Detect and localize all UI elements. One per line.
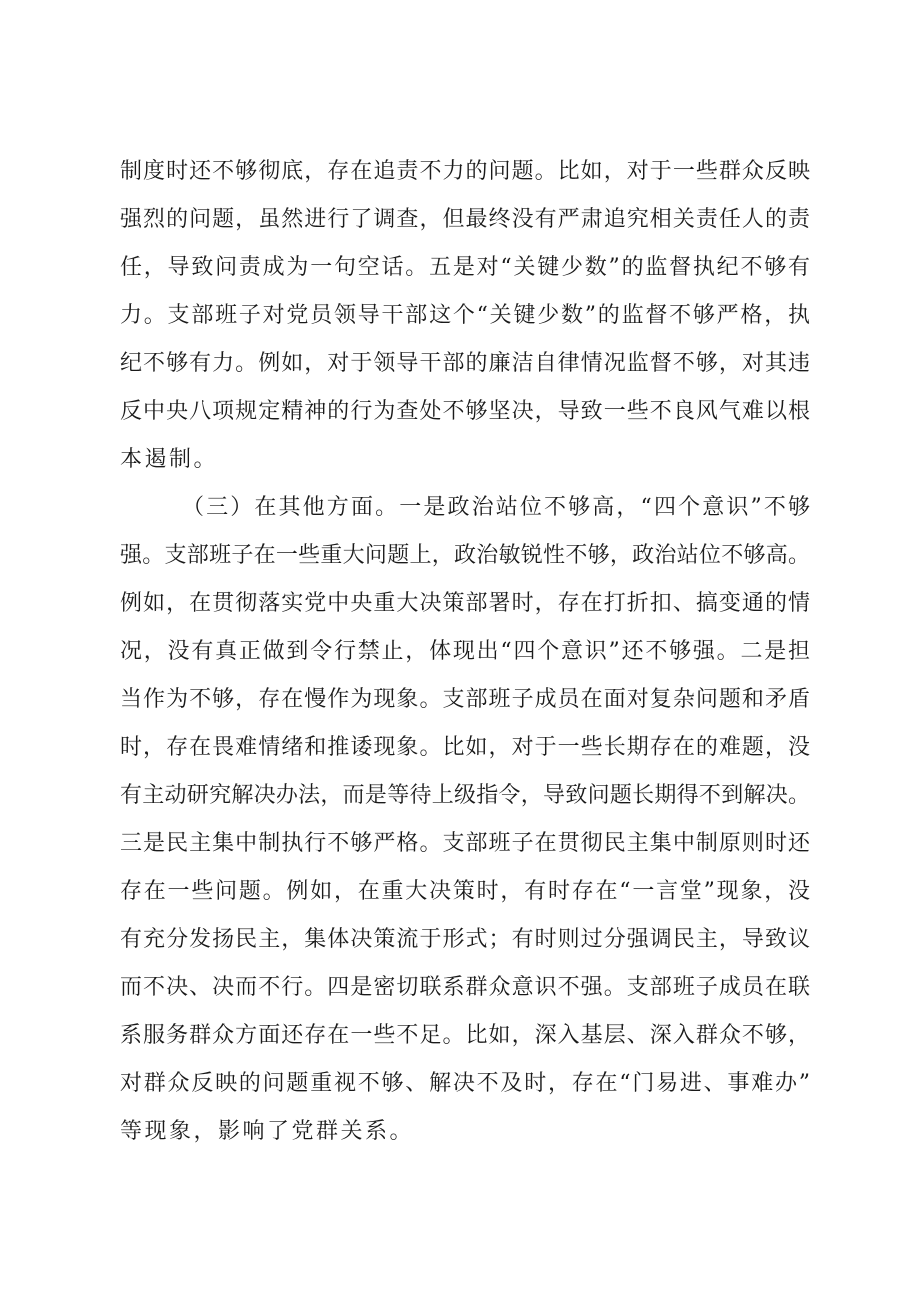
text-line: 有主动研究解决办法，而是等待上级指令，导致问题长期得不到解决。 [120, 783, 810, 808]
text-line: 力。支部班子对党员领导干部这个“关键少数”的监督不够严格，执 [120, 303, 810, 328]
text-line: 制度时还不够彻底，存在追责不力的问题。比如，对于一些群众反映 [120, 159, 810, 184]
text-line: 强烈的问题，虽然进行了调查，但最终没有严肃追究相关责任人的责 [120, 207, 810, 232]
text-line: 而不决、决而不行。四是密切联系群众意识不强。支部班子成员在联 [120, 975, 810, 1000]
text-line: 有充分发扬民主，集体决策流于形式；有时则过分强调民主，导致议 [120, 927, 810, 952]
text-line: 等现象，影响了党群关系。 [120, 1119, 415, 1144]
text-line: 时，存在畏难情绪和推诿现象。比如，对于一些长期存在的难题，没 [120, 735, 810, 760]
text-line: 况，没有真正做到令行禁止，体现出“四个意识”还不够强。二是担 [120, 639, 810, 664]
text-line: 反中央八项规定精神的行为查处不够坚决，导致一些不良风气难以根 [120, 399, 810, 424]
text-line: 当作为不够，存在慢作为现象。支部班子成员在面对复杂问题和矛盾 [120, 687, 810, 712]
text-line: 对群众反映的问题重视不够、解决不及时，存在“门易进、事难办” [120, 1071, 810, 1096]
text-line: 三是民主集中制执行不够严格。支部班子在贯彻民主集中制原则时还 [120, 831, 810, 856]
text-line: 存在一些问题。例如，在重大决策时，有时存在“一言堂”现象，没 [120, 879, 810, 904]
text-line: 任，导致问责成为一句空话。五是对“关键少数”的监督执纪不够有 [120, 255, 810, 280]
text-line: 系服务群众方面还存在一些不足。比如，深入基层、深入群众不够， [120, 1023, 810, 1048]
text-line: 纪不够有力。例如，对于领导干部的廉洁自律情况监督不够，对其违 [120, 351, 810, 376]
text-line: 本遏制。 [120, 447, 219, 472]
text-line: 强。支部班子在一些重大问题上，政治敏锐性不够，政治站位不够高。 [120, 543, 810, 568]
text-line: 例如，在贯彻落实党中央重大决策部署时，存在打折扣、搞变通的情 [120, 591, 810, 616]
section-heading-line: （三）在其他方面。一是政治站位不够高，“四个意识”不够 [182, 495, 810, 520]
